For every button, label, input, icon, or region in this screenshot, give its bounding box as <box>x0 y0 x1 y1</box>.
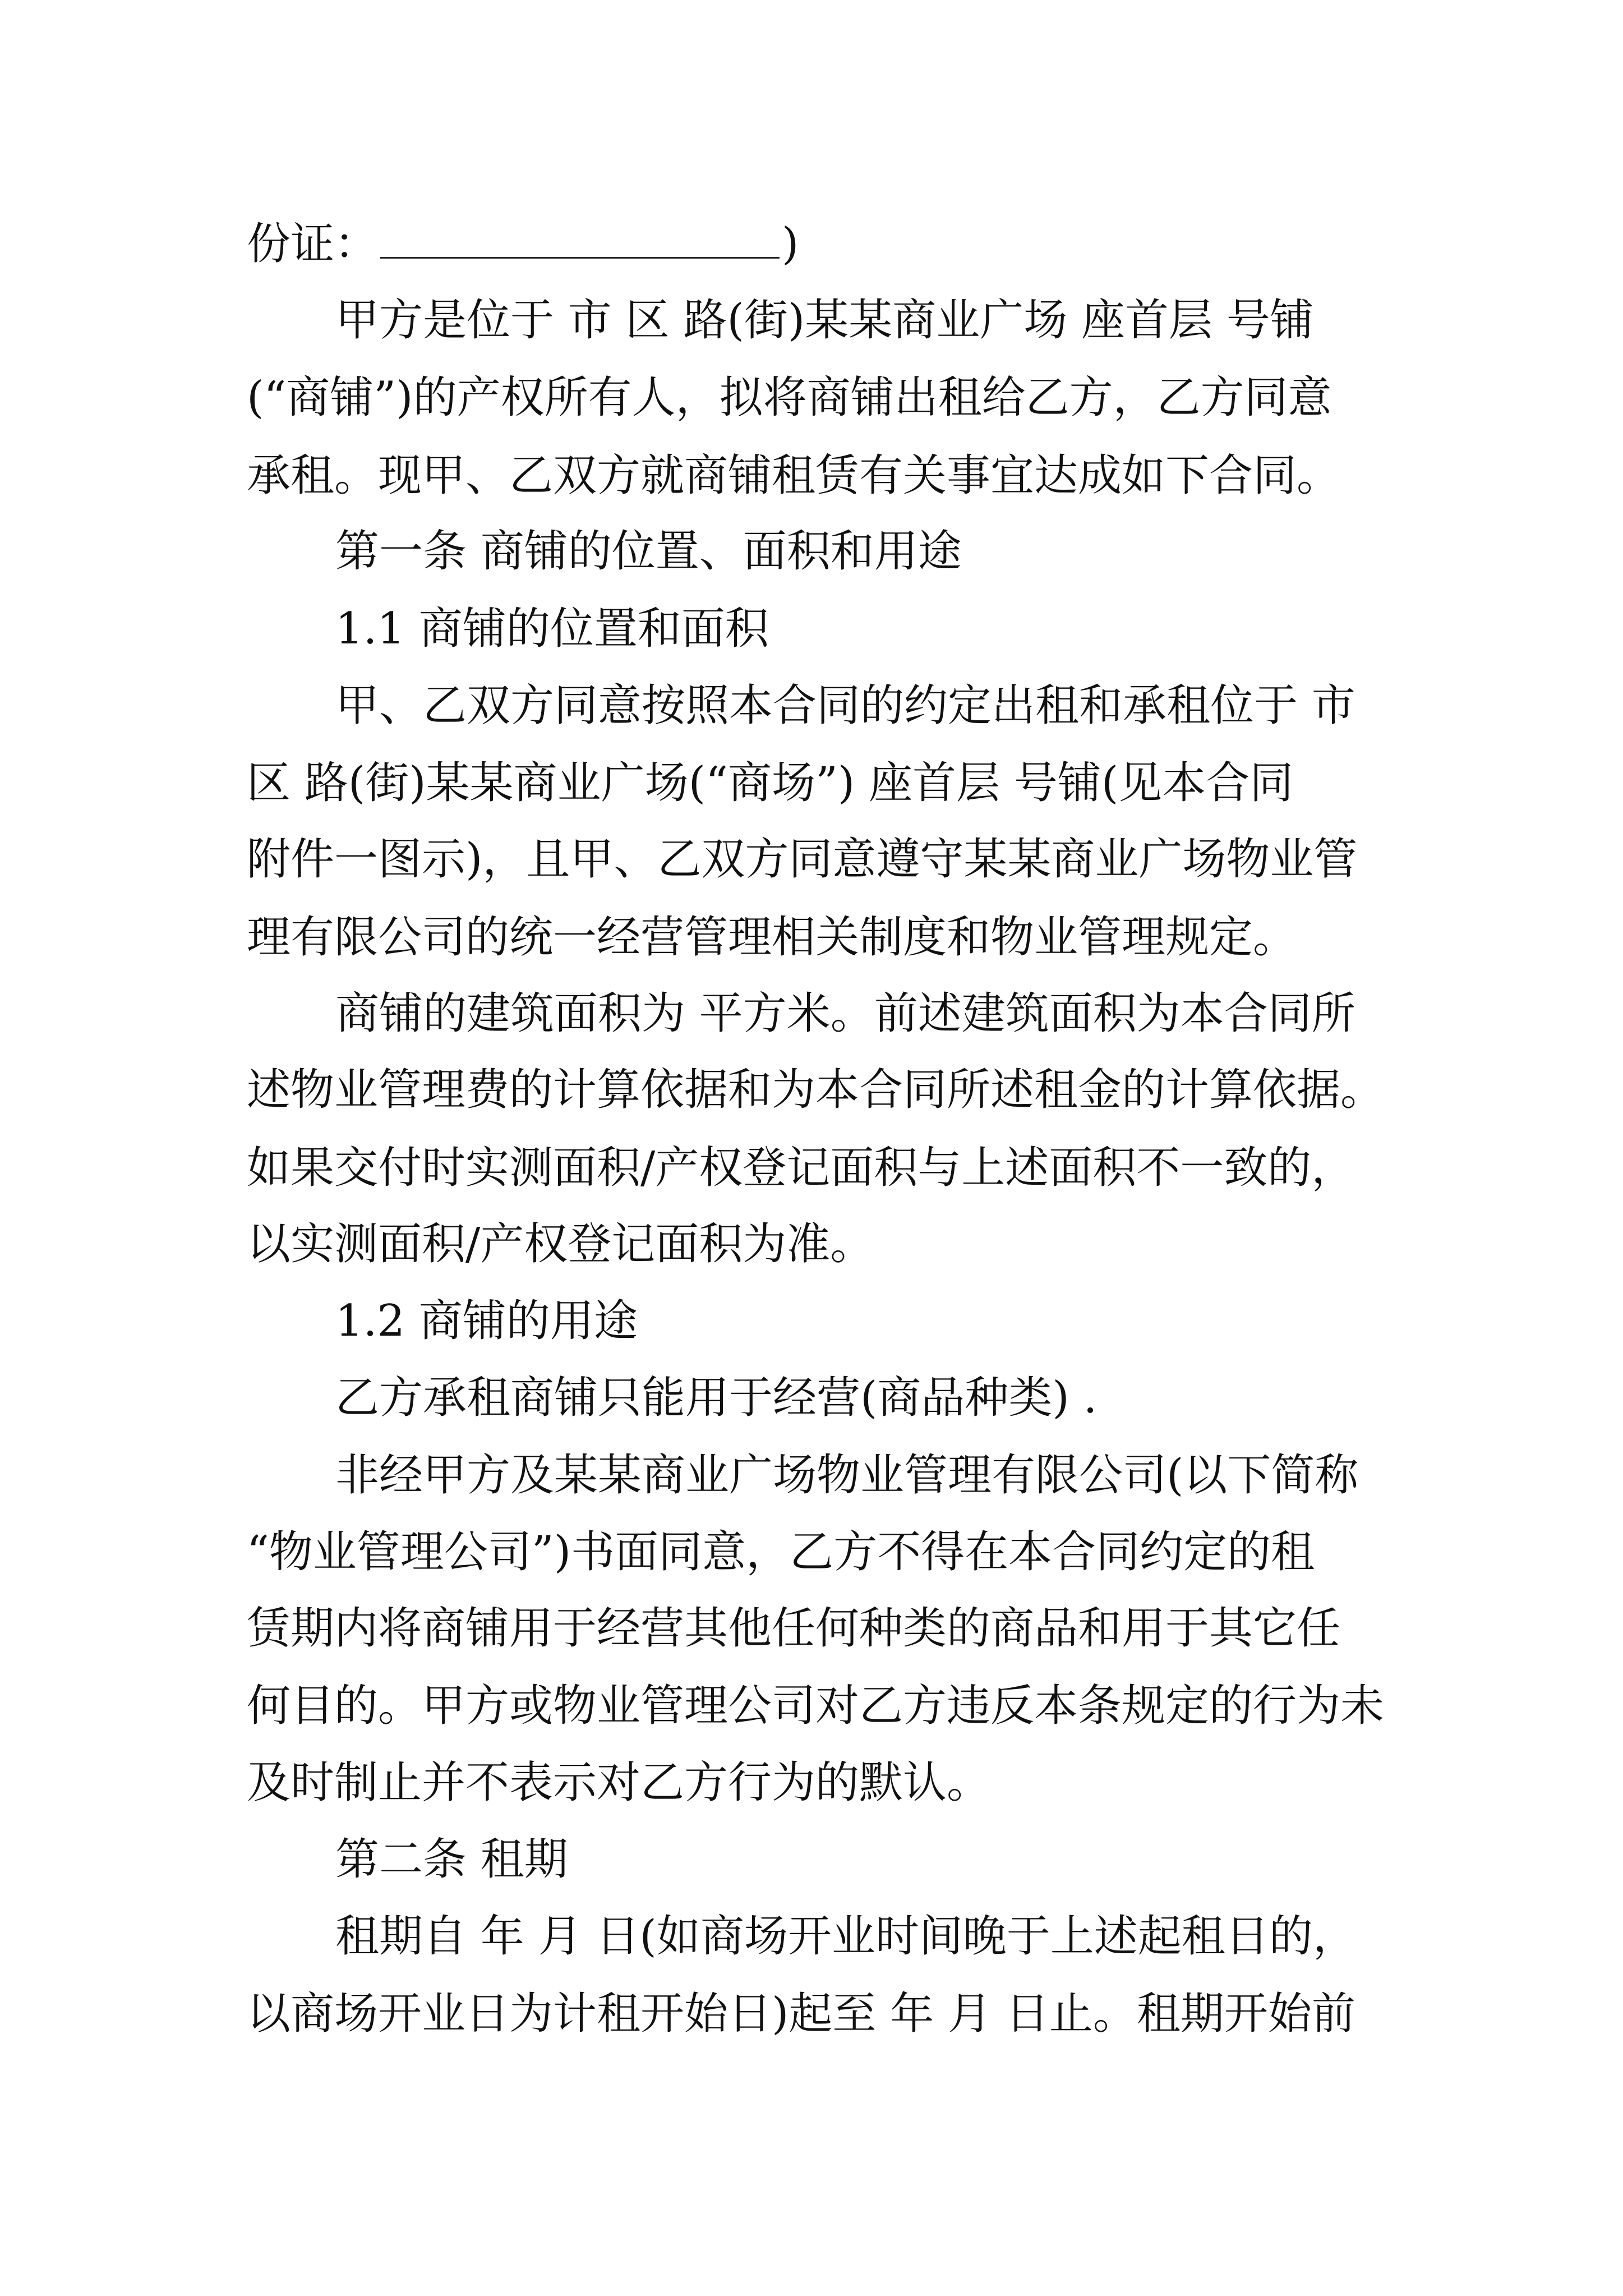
paragraph-line: 附件一图示)，且甲、乙双方同意遵守某某商业广场物业管 <box>247 834 1358 885</box>
article-2-heading: 第二条 租期 <box>335 1834 568 1885</box>
paragraph-line: 理有限公司的统一经营管理相关制度和物业管理规定。 <box>247 912 1297 963</box>
paragraph-line: 非经甲方及某某商业广场物业管理有限公司(以下简称 <box>335 1450 1359 1501</box>
paragraph-line: 及时制止并不表示对乙方行为的默认。 <box>247 1757 991 1808</box>
paragraph-line: 承租。现甲、乙双方就商铺租赁有关事宜达成如下合同。 <box>247 450 1341 501</box>
paragraph-line: 甲、乙双方同意按照本合同的约定出租和承租位于 市 <box>335 680 1355 731</box>
paragraph-line: 租期自 年 月 日(如商场开业时间晚于上述起租日的， <box>335 1911 1357 1962</box>
section-1-2-heading: 1.2 商铺的用途 <box>335 1296 638 1346</box>
paragraph-line: 区 路(街)某某商业广场(“商场”) 座首层 号铺(见本合同 <box>247 758 1294 808</box>
paragraph-line: 乙方承租商铺只能用于经营(商品种类) . <box>335 1373 1098 1423</box>
id-card-blank[interactable] <box>380 220 780 259</box>
id-card-label: 份证： <box>247 219 379 269</box>
paragraph-line: 以商场开业日为计租开始日)起至 年 月 日止。租期开始前 <box>247 1989 1355 2039</box>
article-1-heading: 第一条 商铺的位置、面积和用途 <box>335 526 962 577</box>
paragraph-line: 赁期内将商铺用于经营其他任何种类的商品和用于其它任 <box>247 1603 1341 1654</box>
paragraph-line: 商铺的建筑面积为 平方米。前述建筑面积为本合同所 <box>335 988 1355 1039</box>
paragraph-line: 述物业管理费的计算依据和为本合同所述租金的计算依据。 <box>247 1065 1385 1115</box>
paragraph-line: (“商铺”)的产权所有人，拟将商铺出租给乙方，乙方同意 <box>247 372 1332 423</box>
paragraph-line: “物业管理公司”)书面同意，乙方不得在本合同约定的租 <box>247 1527 1315 1577</box>
id-card-close-paren: ) <box>782 219 799 269</box>
paragraph-line: 以实测面积/产权登记面积为准。 <box>247 1219 874 1269</box>
section-1-1-heading: 1.1 商铺的位置和面积 <box>335 604 769 654</box>
paragraph-line: 何目的。甲方或物业管理公司对乙方违反本条规定的行为未 <box>247 1681 1385 1731</box>
paragraph-line: 甲方是位于 市 区 路(街)某某商业广场 座首层 号铺 <box>335 295 1314 346</box>
paragraph-line: 如果交付时实测面积/产权登记面积与上述面积不一致的， <box>247 1143 1355 1193</box>
id-card-line <box>247 216 1380 272</box>
